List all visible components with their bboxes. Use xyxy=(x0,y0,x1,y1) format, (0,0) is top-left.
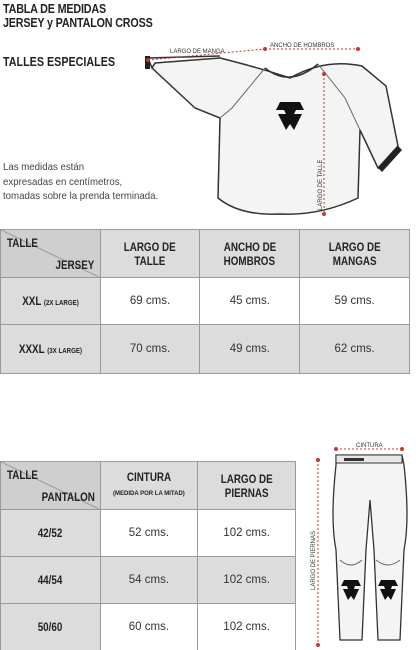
page-subtitle: TALLES ESPECIALES xyxy=(3,55,116,69)
cell-value: 102 cms. xyxy=(198,510,296,557)
row-size: XXL (2X LARGE) xyxy=(1,278,101,325)
row-size: XXXL (3X LARGE) xyxy=(1,325,101,374)
table-row xyxy=(1,510,296,557)
title-block xyxy=(3,2,177,30)
jersey-outline xyxy=(152,58,398,214)
column-header: ANCHO DE HOMBROS xyxy=(200,230,300,278)
cell-value: 45 cms. xyxy=(200,278,300,325)
cell-value: 52 cms. xyxy=(100,510,198,557)
pants-illustration xyxy=(306,440,416,650)
table-corner xyxy=(1,230,101,278)
cell-value: 54 cms. xyxy=(100,557,198,604)
corner-label-bottom: JERSEY xyxy=(55,258,95,272)
row-size: 42/52 xyxy=(1,510,101,557)
table-row xyxy=(1,557,296,604)
jersey-size-table xyxy=(0,229,410,374)
cell-value: 49 cms. xyxy=(200,325,300,374)
column-header: LARGO DE TALLE xyxy=(100,230,200,278)
cell-value: 62 cms. xyxy=(300,325,410,374)
cell-value: 59 cms. xyxy=(300,278,410,325)
pants-outline xyxy=(333,455,407,640)
cell-value: 70 cms. xyxy=(100,325,200,374)
corner-label-top: TALLE xyxy=(7,236,38,250)
label-sleeve: LARGO DE MANGA xyxy=(170,49,225,55)
table-row xyxy=(1,604,296,650)
cell-value: 102 cms. xyxy=(198,557,296,604)
column-header: LARGO DE PIERNAS xyxy=(198,462,296,510)
label-shoulders: ANCHO DE HOMBROS xyxy=(270,43,335,49)
column-header: CINTURA (MEDIDA POR LA MITAD) xyxy=(100,462,198,510)
table-row xyxy=(1,278,410,325)
note-line-1: Las medidas están xyxy=(3,161,85,173)
note-line-2: expresadas en centímetros, xyxy=(3,175,123,188)
row-size: 44/54 xyxy=(1,557,101,604)
page-title-line1: TABLA DE MEDIDAS xyxy=(3,2,106,16)
label-length: LARGO DE TALLE xyxy=(318,159,324,210)
table-row xyxy=(1,325,410,374)
corner-label-bottom: PANTALON xyxy=(41,490,95,504)
column-header: LARGO DE MANGAS xyxy=(300,230,410,278)
pants-size-table xyxy=(0,461,296,650)
page-title-line2: JERSEY y PANTALON CROSS xyxy=(3,16,153,30)
corner-label-top: TALLE xyxy=(7,468,38,482)
cell-value: 102 cms. xyxy=(198,604,296,650)
label-legs: LARGO DE PIERNAS xyxy=(311,530,317,590)
cell-value: 69 cms. xyxy=(100,278,200,325)
note-line-3: tomadas sobre la prenda terminada. xyxy=(3,190,159,202)
row-size: 50/60 xyxy=(1,604,101,650)
label-waist: CINTURA xyxy=(356,443,383,449)
jersey-illustration xyxy=(140,38,416,218)
cell-value: 60 cms. xyxy=(100,604,198,650)
table-corner xyxy=(1,462,101,510)
